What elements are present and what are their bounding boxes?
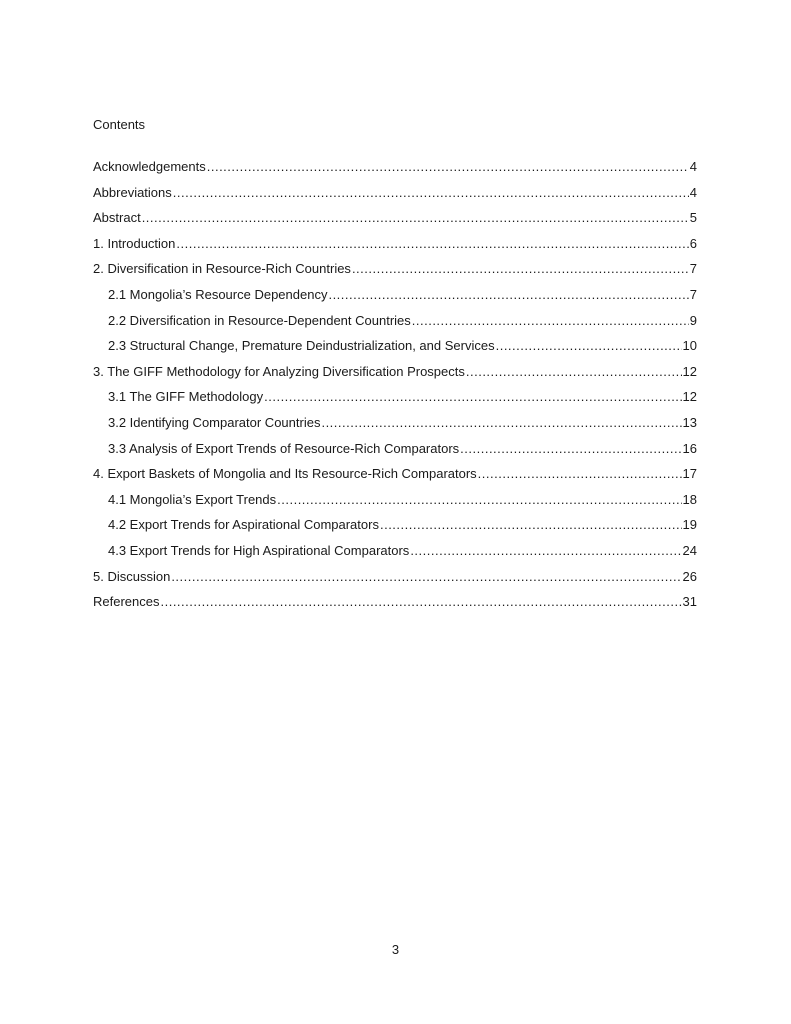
- toc-entry[interactable]: [93, 338, 697, 364]
- toc-dot-leader: [460, 441, 681, 457]
- toc-entry[interactable]: [93, 389, 697, 415]
- toc-dot-leader: [352, 261, 689, 277]
- toc-entry-page-number[interactable]: 13: [682, 414, 697, 430]
- toc-entry[interactable]: [93, 185, 697, 211]
- toc-entry[interactable]: [93, 210, 697, 236]
- toc-entry-page-number[interactable]: 17: [682, 466, 697, 482]
- toc-entry-title[interactable]: 4.3 Export Trends for High Aspirational Comparators: [108, 542, 410, 558]
- toc-entry-page-number[interactable]: 10: [682, 338, 697, 354]
- toc-entry-page-number[interactable]: 7: [689, 286, 697, 302]
- toc-entry[interactable]: [93, 159, 697, 185]
- toc-entry-page-number[interactable]: 9: [689, 312, 697, 328]
- toc-entry[interactable]: [93, 594, 697, 620]
- toc-entry-title[interactable]: 1. Introduction: [93, 235, 176, 251]
- toc-entry[interactable]: [93, 364, 697, 390]
- toc-dot-leader: [321, 415, 681, 431]
- toc-entry-page-number[interactable]: 31: [682, 594, 697, 610]
- toc-entry-title[interactable]: 4. Export Baskets of Mongolia and Its Resource-Rich Comparators: [93, 466, 477, 482]
- toc-entry-page-number[interactable]: 19: [682, 517, 697, 533]
- toc-entry-title[interactable]: 2. Diversification in Resource-Rich Countries: [93, 261, 351, 277]
- toc-entry-title[interactable]: 2.1 Mongolia’s Resource Dependency: [108, 286, 328, 302]
- table-of-contents: [93, 159, 697, 620]
- toc-entry-page-number[interactable]: 7: [689, 261, 697, 277]
- toc-entry-title[interactable]: 3.1 The GIFF Methodology: [108, 389, 264, 405]
- toc-entry[interactable]: [93, 313, 697, 339]
- toc-entry[interactable]: [93, 415, 697, 441]
- toc-dot-leader: [171, 569, 681, 585]
- toc-dot-leader: [173, 185, 689, 201]
- toc-entry-title[interactable]: 3.2 Identifying Comparator Countries: [108, 414, 321, 430]
- toc-entry-title[interactable]: 2.2 Diversification in Resource-Dependent Countries: [108, 312, 411, 328]
- toc-entry-page-number[interactable]: 18: [682, 491, 697, 507]
- page-number: 3: [391, 942, 400, 957]
- toc-entry[interactable]: [93, 261, 697, 287]
- toc-entry-title[interactable]: 3.3 Analysis of Export Trends of Resource-Rich Comparators: [108, 440, 460, 456]
- toc-entry[interactable]: [93, 441, 697, 467]
- toc-dot-leader: [496, 338, 682, 354]
- toc-dot-leader: [207, 159, 689, 175]
- toc-entry-title[interactable]: Abstract: [93, 210, 141, 226]
- toc-entry[interactable]: [93, 287, 697, 313]
- toc-entry[interactable]: [93, 569, 697, 595]
- toc-entry-title[interactable]: 5. Discussion: [93, 568, 171, 584]
- toc-dot-leader: [380, 517, 682, 533]
- toc-dot-leader: [176, 236, 688, 252]
- toc-dot-leader: [142, 210, 689, 226]
- toc-entry[interactable]: [93, 236, 697, 262]
- toc-entry[interactable]: [93, 543, 697, 569]
- toc-dot-leader: [277, 492, 681, 508]
- toc-entry[interactable]: [93, 466, 697, 492]
- toc-entry-title[interactable]: References: [93, 594, 160, 610]
- toc-entry-title[interactable]: 4.2 Export Trends for Aspirational Comparators: [108, 517, 379, 533]
- toc-entry-title[interactable]: 4.1 Mongolia’s Export Trends: [108, 491, 277, 507]
- toc-dot-leader: [264, 389, 681, 405]
- toc-entry-title[interactable]: 3. The GIFF Methodology for Analyzing Diversification Prospects: [93, 363, 465, 379]
- toc-dot-leader: [160, 594, 681, 610]
- toc-dot-leader: [412, 313, 689, 329]
- toc-entry-page-number[interactable]: 12: [682, 389, 697, 405]
- toc-entry-page-number[interactable]: 4: [689, 159, 697, 174]
- toc-entry-page-number[interactable]: 4: [689, 184, 697, 200]
- toc-entry-title[interactable]: Abbreviations: [93, 184, 172, 200]
- toc-dot-leader: [410, 543, 681, 559]
- toc-entry[interactable]: [93, 492, 697, 518]
- toc-dot-leader: [466, 364, 682, 380]
- toc-entry-page-number[interactable]: 12: [682, 363, 697, 379]
- toc-dot-leader: [328, 287, 688, 303]
- toc-entry-page-number[interactable]: 26: [682, 568, 697, 584]
- toc-entry-title[interactable]: 2.3 Structural Change, Premature Deindustrialization, and Services: [108, 338, 495, 354]
- toc-dot-leader: [478, 466, 682, 482]
- toc-entry[interactable]: [93, 517, 697, 543]
- toc-entry-page-number[interactable]: 5: [689, 210, 697, 226]
- toc-entry-title[interactable]: Acknowledgements: [93, 159, 206, 174]
- toc-entry-page-number[interactable]: 6: [689, 235, 697, 251]
- toc-entry-page-number[interactable]: 16: [682, 440, 697, 456]
- toc-entry-page-number[interactable]: 24: [682, 542, 697, 558]
- contents-heading: Contents: [93, 117, 146, 132]
